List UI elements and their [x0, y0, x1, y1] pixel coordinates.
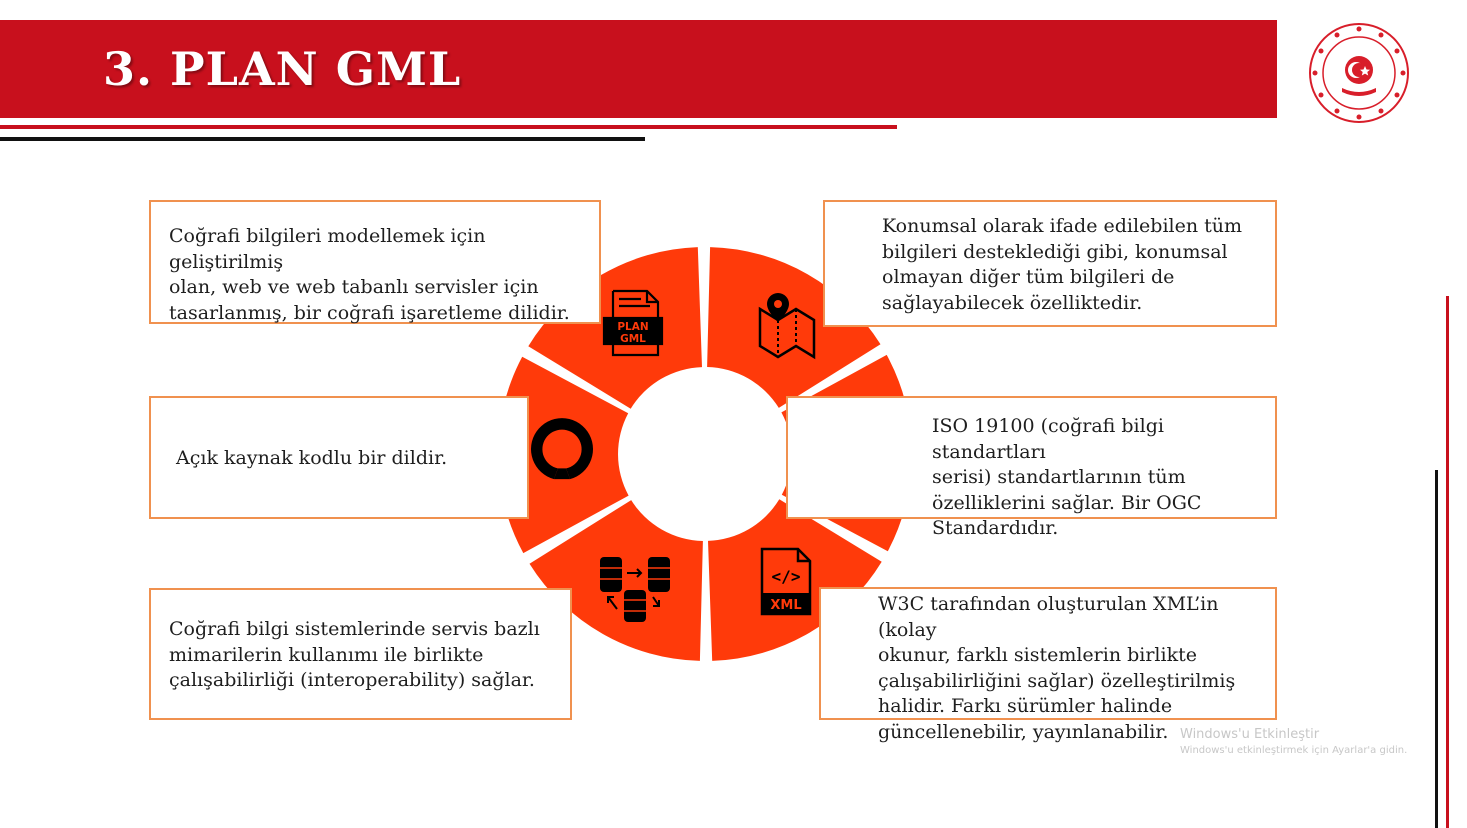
- box-line: serisi) standartlarının tüm: [932, 466, 1186, 488]
- box-line: çalışabilirliğini sağlar) özelleştirilmiş: [878, 669, 1236, 692]
- xml-icon-label: XML: [770, 598, 802, 613]
- database-bottom-icon: [624, 590, 646, 622]
- database-right-icon: [648, 557, 670, 592]
- plan-gml-icon-label-1: PLAN: [617, 321, 649, 333]
- box-line: halidir. Farkı sürümler halinde: [878, 695, 1173, 717]
- info-box-open-source: [149, 396, 529, 519]
- info-box-spatial-data: [823, 200, 1277, 327]
- box-line: Coğrafi bilgileri modellemek için geliştirilmiş: [169, 225, 486, 273]
- box-line: Coğrafi bilgi sistemlerinde servis bazlı: [169, 618, 540, 640]
- watermark-line-2: Windows'u etkinleştirmek için Ayarlar'a gidin.: [1180, 745, 1408, 756]
- watermark-line-1: Windows'u Etkinleştir: [1180, 727, 1320, 742]
- box-line: olmayan diğer tüm bilgileri de: [882, 266, 1175, 288]
- windows-activation-watermark: [1180, 727, 1407, 756]
- box-line: okunur, farklı sistemlerin birlikte: [878, 644, 1197, 666]
- info-box-markup-language: [149, 200, 601, 324]
- box-line: Konumsal olarak ifade edilebilen tüm: [882, 215, 1243, 237]
- box-line: sağlayabilecek özelliktedir.: [882, 291, 1143, 314]
- box-line: güncellenebilir, yayınlanabilir.: [878, 720, 1169, 743]
- box-line: bilgileri desteklediği gibi, konumsal: [882, 240, 1228, 263]
- box-line: tasarlanmış, bir coğrafi işaretleme dilidir.: [169, 301, 570, 324]
- box-line: olan, web ve web tabanlı servisler için: [169, 276, 539, 298]
- box-line: Standardıdır.: [932, 517, 1059, 539]
- info-box-iso-standard: [786, 396, 1277, 539]
- xml-code-glyph: </>: [771, 567, 801, 586]
- box-line: mimarilerin kullanımı ile birlikte: [169, 643, 484, 666]
- box-line: ISO 19100 (coğrafi bilgi standartları: [932, 415, 1164, 463]
- box-line: çalışabilirliği (interoperability) sağlar.: [169, 669, 535, 691]
- page-title: 3. PLAN GML: [103, 42, 462, 96]
- box-line: Açık kaynak kodlu bir dildir.: [176, 447, 448, 469]
- box-line: W3C tarafından oluşturulan XML’in (kolay: [878, 593, 1219, 641]
- box-line: özelliklerini sağlar. Bir OGC: [932, 491, 1202, 514]
- info-box-interoperability: [149, 588, 572, 720]
- database-left-icon: [600, 557, 622, 592]
- plan-gml-icon-label-2: GML: [620, 333, 646, 345]
